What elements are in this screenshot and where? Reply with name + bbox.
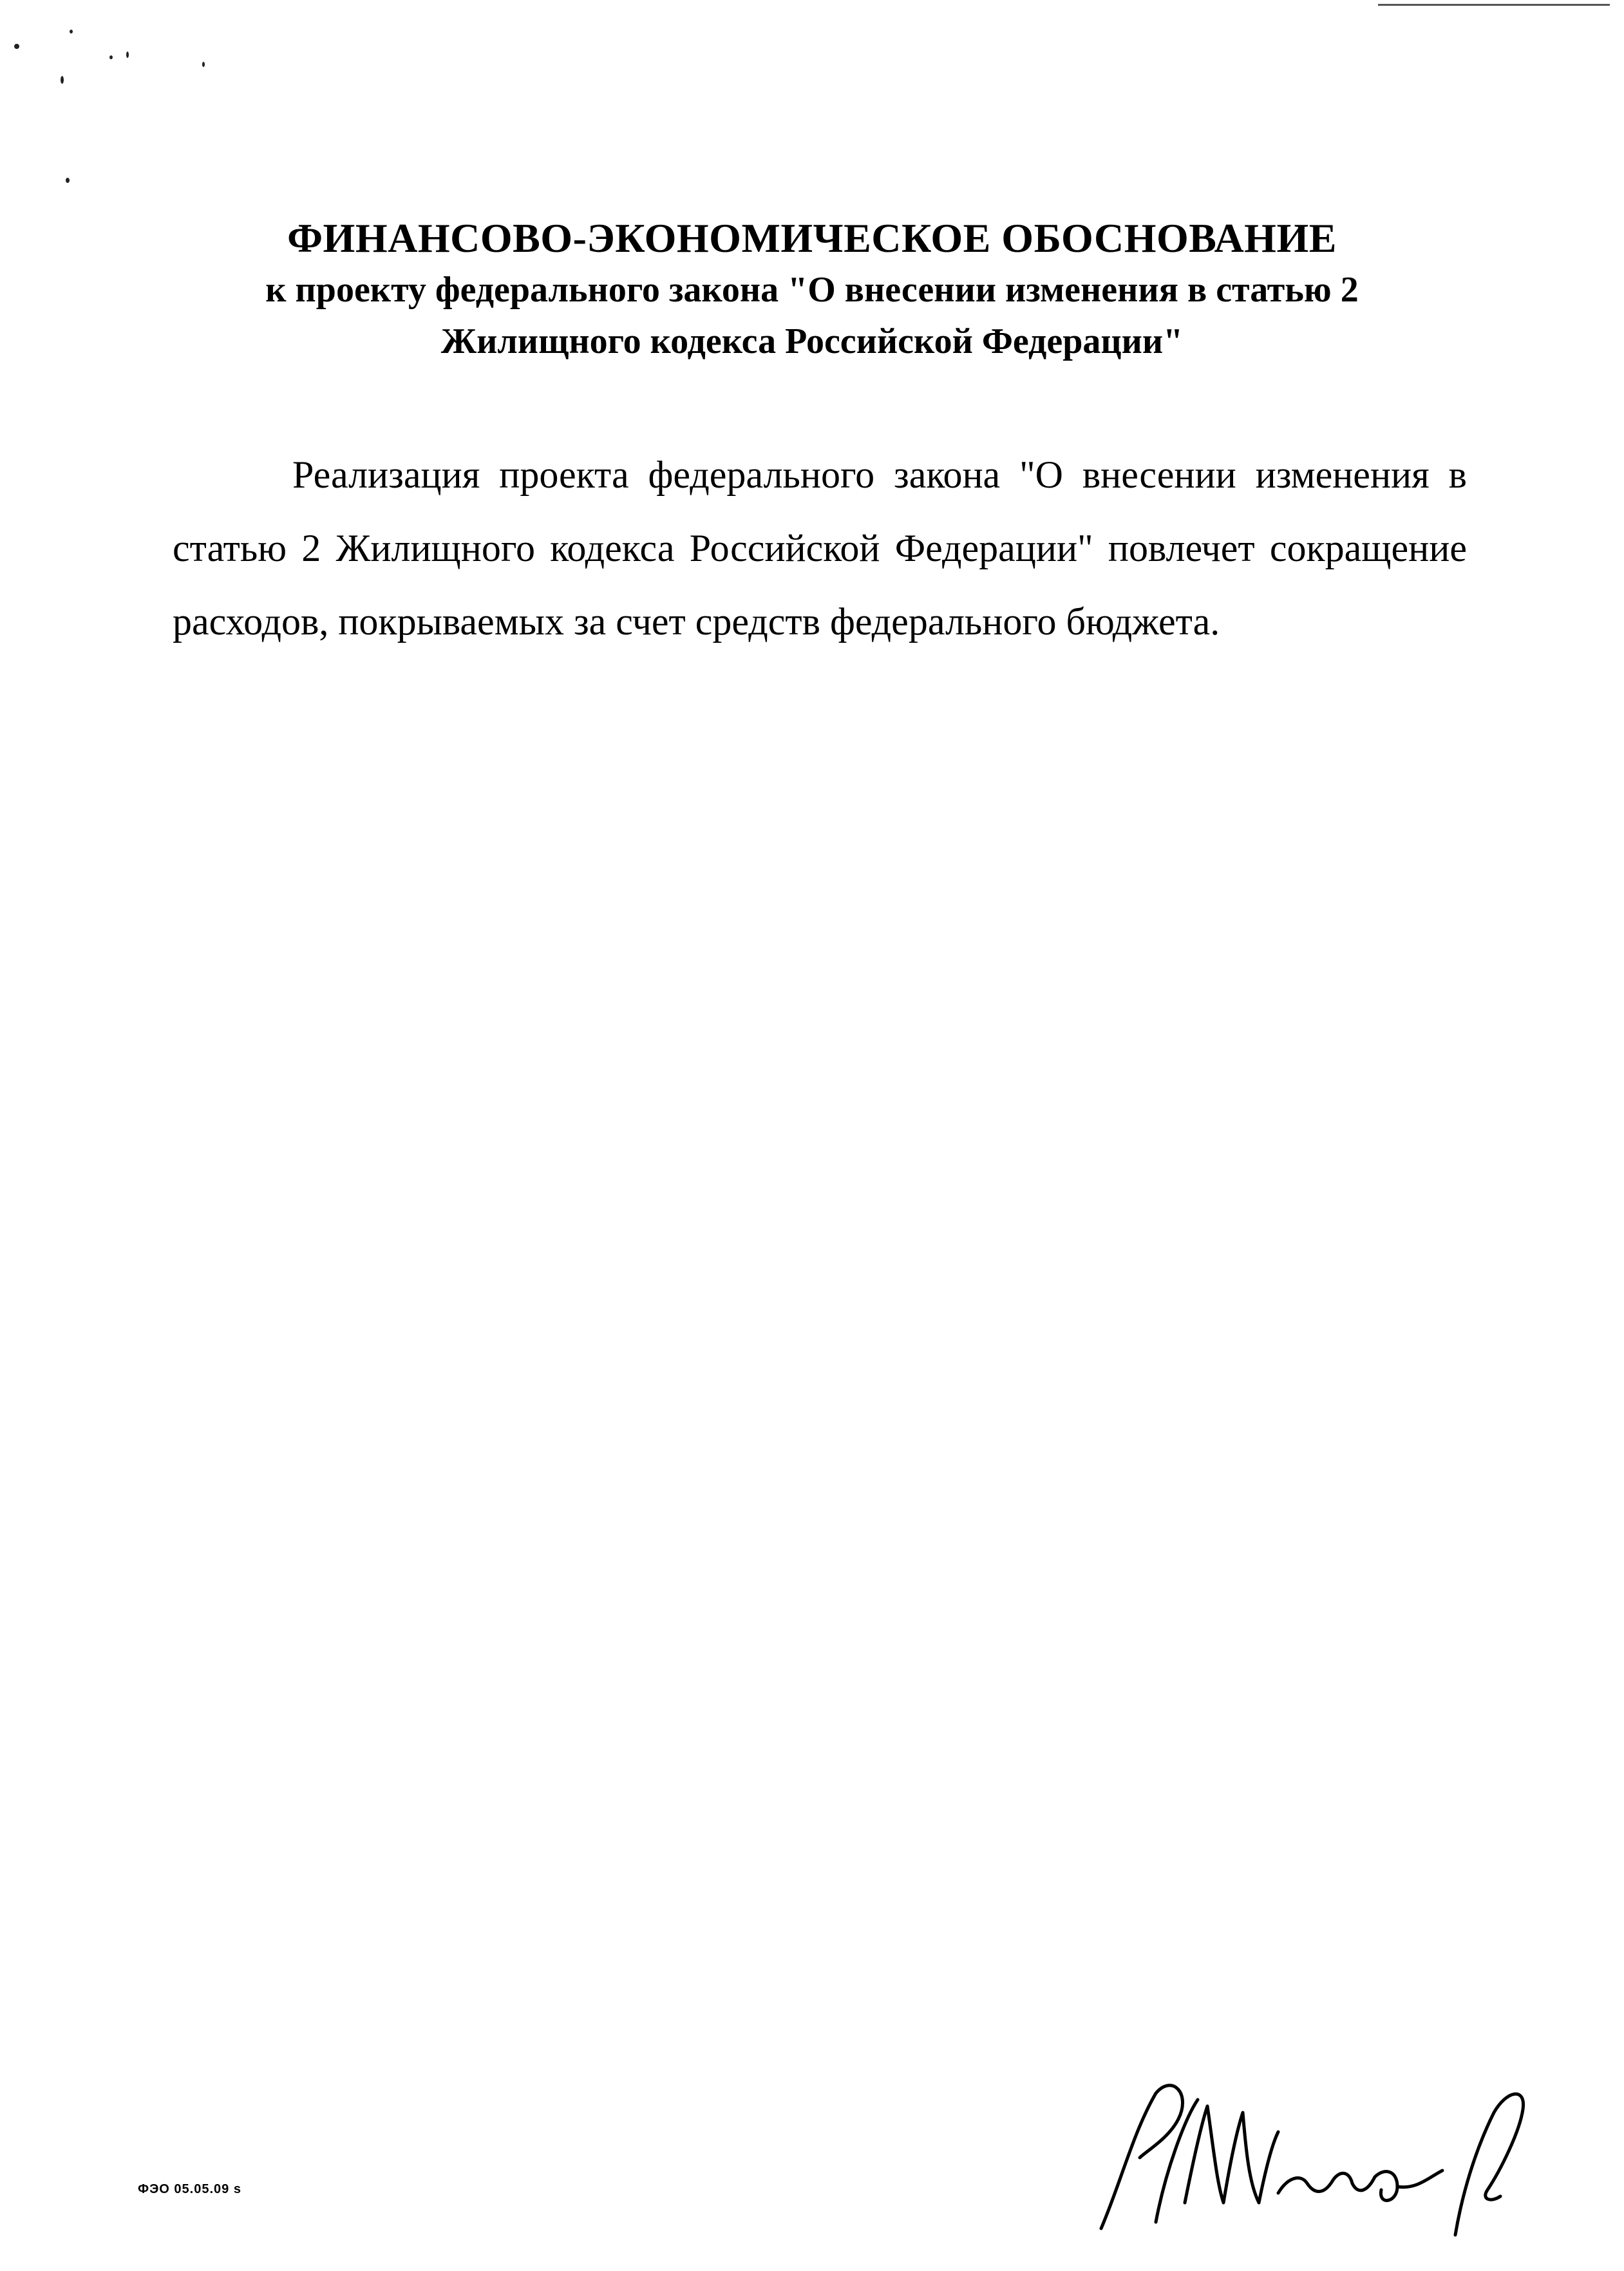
- scan-speck: [61, 76, 64, 84]
- document-subtitle-line-1: к проекту федерального закона "О внесении изменения в статью 2: [265, 270, 1359, 310]
- scan-speck: [66, 178, 70, 183]
- scan-speck: [14, 44, 19, 49]
- scan-speck: [109, 55, 113, 59]
- signature: [1095, 2074, 1558, 2248]
- footer-code: ФЭО 05.05.09 s: [138, 2182, 241, 2196]
- document-header: [0, 213, 1624, 367]
- scan-speck: [202, 62, 205, 67]
- document-body-paragraph: Реализация проекта федерального закона "О внесении изменения в статью 2 Жилищного кодекса Российской Федерации" повлечет сокращение расходов, покрываемых за счет средств федерального бюджета.: [173, 453, 1467, 643]
- scan-speck: [126, 52, 129, 58]
- document-title: ФИНАНСОВО-ЭКОНОМИЧЕСКОЕ ОБОСНОВАНИЕ: [287, 215, 1337, 261]
- document-subtitle-line-2: Жилищного кодекса Российской Федерации": [440, 321, 1184, 361]
- scan-speck: [70, 30, 73, 33]
- top-edge-rule: [1378, 4, 1610, 6]
